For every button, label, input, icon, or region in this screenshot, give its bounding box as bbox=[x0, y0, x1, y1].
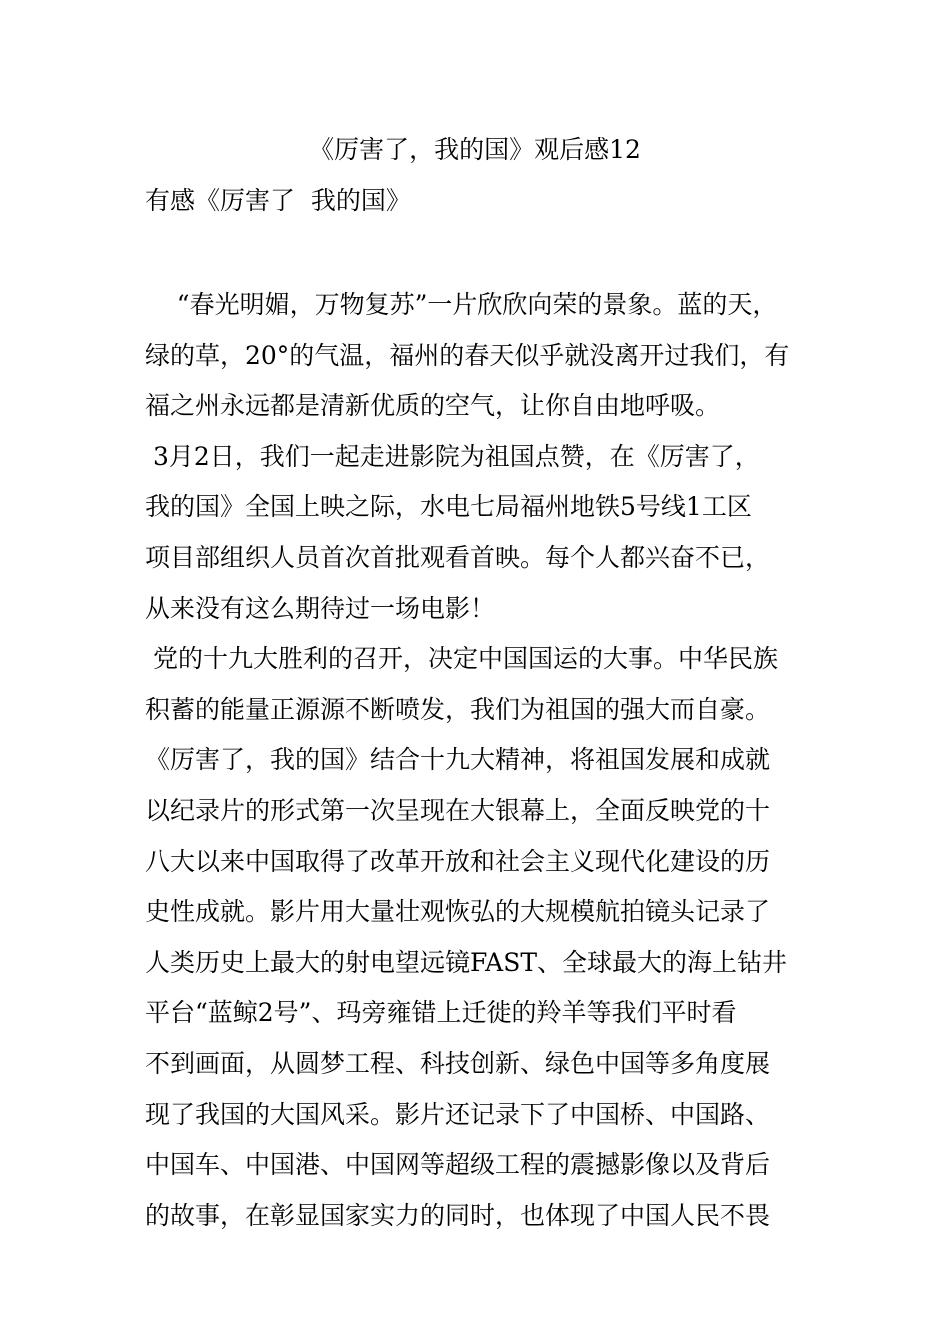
document-body bbox=[145, 280, 845, 1241]
body-line: 史性成就。影片用大量壮观恢弘的大规模航拍镜头记录了 bbox=[145, 897, 771, 927]
body-line: 我的国》全国上映之际，水电七局福州地铁5号线1工区 bbox=[145, 492, 752, 522]
body-line: 人类历史上最大的射电望远镜FAST、全球最大的海上钻井 bbox=[145, 947, 788, 977]
body-line: 以纪录片的形式第一次呈现在大银幕上，全面反映党的十 bbox=[145, 795, 771, 825]
body-line: 3月2日，我们一起走进影院为祖国点赞，在《厉害了， bbox=[145, 441, 760, 471]
body-line: “春光明媚，万物复苏”一片欣欣向荣的景象。蓝的天， bbox=[145, 290, 778, 319]
body-line: 项目部组织人员首次首批观看首映。每个人都兴奋不已， bbox=[145, 542, 771, 572]
document-subtitle: 有感《厉害了 我的国》 bbox=[145, 186, 411, 215]
body-line: 不到画面，从圆梦工程、科技创新、绿色中国等多角度展 bbox=[145, 1048, 771, 1078]
body-line: 福之州永远都是清新优质的空气，让你自由地呼吸。 bbox=[145, 391, 721, 421]
body-line: 八大以来中国取得了改革开放和社会主义现代化建设的历 bbox=[145, 846, 771, 876]
body-line: 绿的草，20°的气温，福州的春天似乎就没离开过我们，有 bbox=[145, 340, 790, 370]
body-line: 积蓄的能量正源源不断喷发，我们为祖国的强大而自豪。 bbox=[145, 694, 771, 724]
body-line: 中国车、中国港、中国网等超级工程的震撼影像以及背后 bbox=[145, 1150, 771, 1180]
body-line: 现了我国的大国风采。影片还记录下了中国桥、中国路、 bbox=[145, 1099, 771, 1129]
body-line: 的故事，在彰显国家实力的同时，也体现了中国人民不畏 bbox=[145, 1200, 771, 1230]
body-line: 从来没有这么期待过一场电影！ bbox=[145, 593, 496, 623]
document-title: 《厉害了，我的国》观后感12 bbox=[309, 135, 641, 164]
body-line: 党的十九大胜利的召开，决定中国国运的大事。中华民族 bbox=[145, 644, 778, 674]
body-line: 《厉害了，我的国》结合十九大精神，将祖国发展和成就 bbox=[145, 745, 771, 775]
body-line: 平台“蓝鲸2号”、玛旁雍错上迁徙的羚羊等我们平时看 bbox=[145, 998, 737, 1028]
